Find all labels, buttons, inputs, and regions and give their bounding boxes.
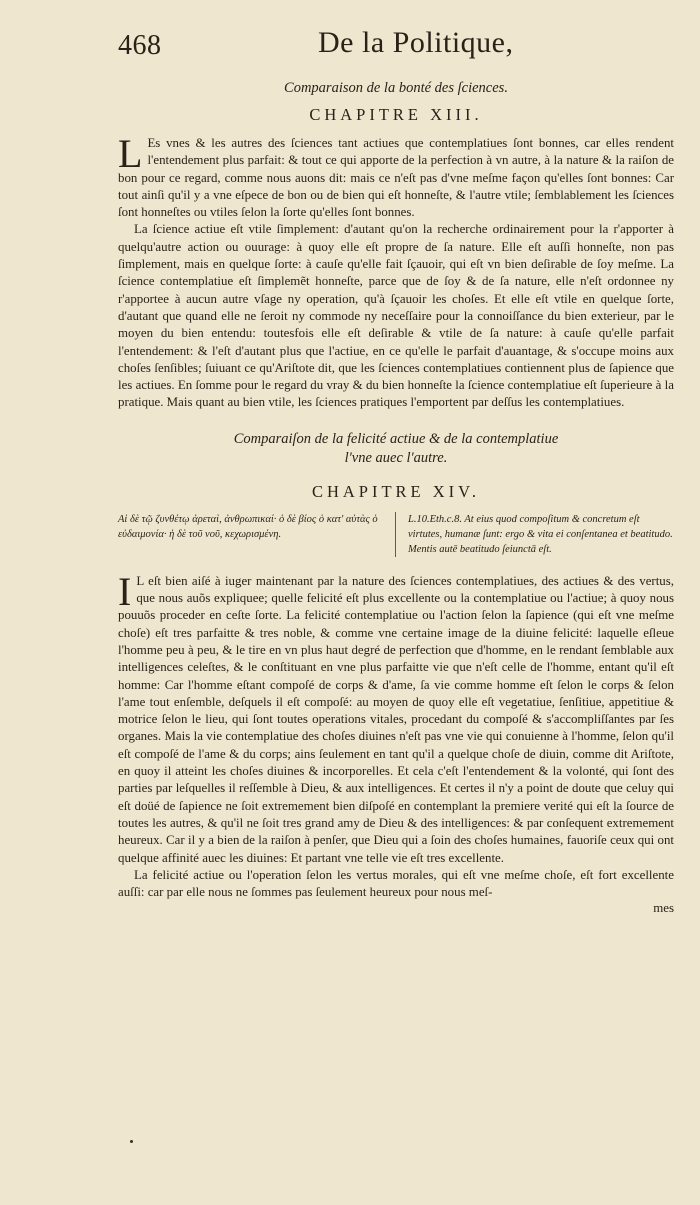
running-title: De la Politique, <box>318 26 514 59</box>
ink-speck <box>130 1140 133 1143</box>
paragraph-2: La ſcience actiue eſt vtile ſimplement: d'autant qu'on la recherche ordinairement pour la r'apporter à quelqu'autre action ou ouurage: à quoy elle eſt propre de ſa nature. Elle eſt auſſi honneſte, non pas ſimplement, mais en quelque ſorte: à cauſe qu'elle fait ſçauoir, qui eſt vn bien deſirable de ſoy meſme. La ſcience contemplatiue eſt ſimplemẽt honneſte, parce que de ſoy & de ſa nature, elle n'eſt ordonnee ny r'apportee à aucun autre vſage ny operation, qu'à ſçauoir les choſes. Et elle eſt vtile en quelque ſorte, d'autant que quand elle ne ſeroit ny commode ny neceſſaire pour la connoiſſance du bien exterieur, par le moyen du bien entendu: toutesfois elle eſt deſirable & vtile de ſa nature: à cauſe qu'elle parfait l'entendement: & l'eſt d'autant plus que l'actiue, en ce qu'elle le parfait d'auantage, & s'occupe moins aux choſes ſenſibles; ſuiuant ce qu'Ariſtote dit, que les ſciences contemplatiues contiennent plus de ſapience que les actiues. En ſomme pour le regard du vray & du bien honneſte la ſcience contemplatiue eſt ſuperieure à la pratique. Mais quant au bien vtile, les ſciences pratiques l'emportent par deſſus les contemplatiues. <box>118 222 674 410</box>
section-title-felicite-line1: Comparaiſon de la felicité actiue & de la contemplatiue <box>233 430 559 447</box>
paragraph-4: La felicité actiue ou l'operation ſelon les vertus morales, qui eſt vne meſme choſe, eſt fort excellente auſſi: car par elle nous ne ſommes pas ſeulement heureux pour nous meſ- <box>118 867 674 900</box>
chapter-heading-14: CHAPITRE XIV. <box>311 481 481 501</box>
paragraph-1 <box>118 131 674 221</box>
greek-quotation: Αἱ δὲ τῷ ζυνθέτῳ ἀρεταὶ, ἀνθρωπικαί· ὁ δὲ βίος ὁ κατ' αὐτὰς ὁ εὐδαιμονία· ἡ δὲ τοῦ νοῦ, κεχωρισμένη. <box>118 512 396 557</box>
latin-quotation: L.10.Eth.c.8. At eius quod compoſitum & concretum eſt virtutes, humanæ ſunt: ergo & vita ei conſentanea et beatitudo. Mentis autē beatitudo ſeiunctā eſt. <box>408 513 673 555</box>
section-title-felicite <box>118 430 674 468</box>
marginal-notes <box>118 512 674 557</box>
section-title-bonte-sciences: Comparaison de la bonté des ſciences. <box>284 80 508 96</box>
catchword: mes <box>653 901 674 916</box>
section-title-felicite-line2: l'vne auec l'autre. <box>344 449 448 466</box>
chapter-heading-13: CHAPITRE XIII. <box>309 105 483 124</box>
paragraph-3 <box>118 568 674 867</box>
page-number: 468 <box>118 30 162 61</box>
page-header <box>118 0 674 70</box>
drop-cap-l: L <box>118 131 143 176</box>
paragraph-1-text: Es vnes & les autres des ſciences tant actiues que contemplatiues ſont bonnes, car elles rendent l'entendement plus parfait: & tout ce qui apporte de la perfection à vn autre, à la nature & la raiſon de bon pour ce regard, comme nous auons dit: mais ce n'eſt pas d'vne meſme façon qu'elles ſont bonnes: Car tout ainſi qu'il y a vne eſpece de bon ou de bien qui eſt honneſte, & l'autre vtile; ſemblablement les ſciences ſont honneſtes ou vtiles ſelon la ſorte qu'elles ſont bonnes. <box>118 136 674 220</box>
drop-cap-i: I <box>118 568 132 614</box>
paragraph-3-text: L eſt bien aiſé à iuger maintenant par la nature des ſciences contemplatiues, des actiues & des vertus, que nous auõs expliquee; quelle felicité eſt plus excellente ou la contemplatiue ou l'actiue; à quoy nous pouuõs proceder en ceſte ſorte. La felicité contemplatiue ou l'action ſelon la ſapience (qui eſt vne meſme choſe) eſt tres parfaitte & tres noble, & comme vne certaine image de la diuine felicité: laquelle eſleue l'homme peu à peu, & le tire en vn plus haut degré de perfection que d'homme, en le rendant ſemblable aux intelligences celeſtes, & le conſtituant en vne plus parfaitte vie que n'eſt celle de l'homme, entant qu'il eſt homme: Car l'homme eſtant compoſé de corps & d'ame, ſa vie comme homme eſt ſelon le corps & ſelon l'ame tout enſemble, deſquels il eſt compoſé: au moyen de quoy elle eſt vegetatiue, ſenſitiue, appetitiue & motrice ſelon le lieu, qui ſont toutes operations vitales, procedant du compoſé & s'accompliſſantes par ſes organes. Mais la vie contemplatiue des choſes diuines n'eſt pas vne vie qui conuienne à l'homme, ſelon qu'il eſt compoſé de l'ame & du corps; ains ſeulement en tant qu'il a quelque choſe de diuin, comme dit Ariſtote, en quoy il atteint les choſes diuines & incorporelles. Et cela c'eſt l'entendement & la volonté, qui ſont des parties par leſquelles il reſſemble à Dieu, & aux intelligences. Et certes il n'y a point de doute que celuy qui eſt doüé de ſapience ne ſoit extremement bien diſpoſé en contemplant la premiere verité qui eſt la ſource de toutes les autres, & qu'il ne ſoit tres grand amy de Dieu & des intelligences: & par conſequent extremement heureux. Car il y a bien de la raiſon à penſer, que Dieu qui a ſoin des choſes humaines, fauoriſe ceux qui ont quelque affinité auec les diuines: Et partant vne telle vie eſt tres excellente. <box>118 573 674 865</box>
